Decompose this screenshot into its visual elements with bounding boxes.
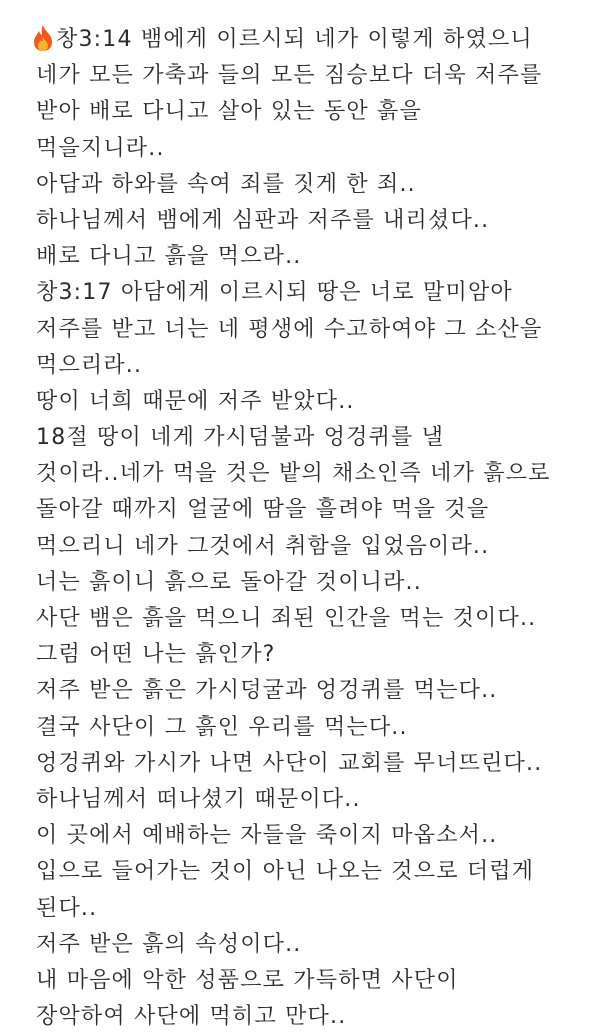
- note-line-1: [32, 22, 586, 58]
- note-line-9: 저주를 받고 너는 네 평생에 수고하여야 그 소산을: [36, 316, 543, 342]
- note-line-18: 그럼 어떤 나는 흙인가?: [36, 642, 276, 668]
- note-line-22: 하나님께서 떠나셨기 때문이다..: [36, 786, 361, 812]
- note-line-11: 땅이 너희 때문에 저주 받았다..: [36, 388, 355, 414]
- note-line-5: 아담과 하와를 속여 죄를 짓게 한 죄..: [36, 171, 416, 197]
- note-line-27: 내 마음에 악한 성품으로 가득하면 사단이: [36, 967, 459, 993]
- note-line-23: 이 곳에서 예배하는 자들을 죽이지 마옵소서..: [36, 823, 498, 849]
- note-line-19: 저주 받은 흙은 가시덩굴과 엉겅퀴를 먹는다..: [36, 678, 498, 704]
- note-line-7: 배로 다니고 흙을 먹으라..: [36, 244, 302, 270]
- note-line-3: 받아 배로 다니고 살아 있는 동안 흙을: [36, 99, 422, 125]
- note-line-text: 창3:14 뱀에게 이르시되 네가 이렇게 하였으니: [56, 27, 533, 52]
- note-line-17: 사단 뱀은 흙을 먹으니 죄된 인간을 먹는 것이다..: [36, 606, 537, 631]
- note-line-26: 저주 받은 흙의 속성이다..: [36, 931, 302, 957]
- note-line-6: 하나님께서 뱀에게 심판과 저주를 내리셨다..: [36, 207, 490, 233]
- note-line-8: 창3:17 아담에게 이르시되 땅은 너로 말미암아: [36, 280, 513, 306]
- note-line-10: 먹으리라..: [36, 352, 143, 378]
- note-line-24: 입으로 들어가는 것이 아닌 나오는 것으로 더럽게: [36, 859, 535, 885]
- note-line-13: 것이라..네가 먹을 것은 밭의 채소인즉 네가 흙으로: [36, 461, 551, 487]
- note-line-15: 먹으리니 네가 그것에서 취함을 입었음이라..: [36, 533, 490, 559]
- fire-icon: [32, 24, 54, 52]
- note-line-4: 먹을지니라..: [36, 135, 165, 161]
- note-line-25: 된다..: [36, 895, 98, 921]
- note-line-21: 엉겅퀴와 가시가 나면 사단이 교회를 무너뜨린다..: [36, 750, 543, 776]
- note-line-16: 너는 흙이니 흙으로 돌아갈 것이니라..: [36, 569, 422, 595]
- note-line-12: 18절 땅이 네게 가시덤불과 엉겅퀴를 낼: [36, 425, 445, 451]
- note-line-2: 네가 모든 가축과 들의 모든 짐승보다 더욱 저주를: [36, 63, 543, 89]
- note-line-28: 장악하여 사단에 먹히고 만다..: [36, 1004, 347, 1030]
- note-line-20: 결국 사단이 그 흙인 우리를 먹는다..: [36, 714, 408, 740]
- note-line-14: 돌아갈 때까지 얼굴에 땀을 흘려야 먹을 것을: [36, 497, 490, 523]
